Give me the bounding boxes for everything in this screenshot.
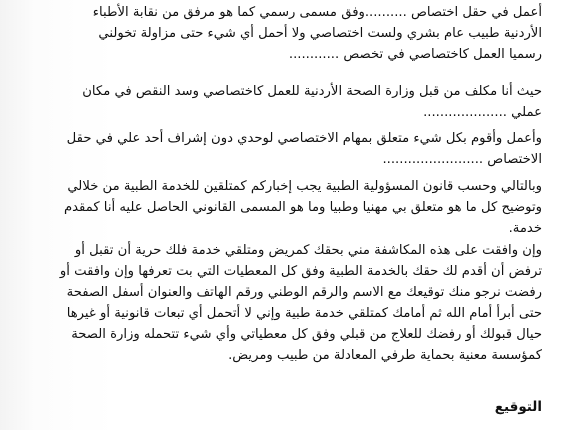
text-line: وتوضيح كل ما هو متعلق بي مهنيا وطبيا وما هو المسمى القانوني الحاصل عليه أنا كمقدم (63, 200, 542, 215)
text-line: حيث أنا مكلف من قبل وزارة الصحة الأردنية للعمل كاختصاصي وسد النقص في مكان (82, 84, 542, 99)
text-line: حيال قبولك أو رفضك للعلاج من قبلي وفق كل معطياتي وأي شيء تتحمله وزارة الصحة (71, 327, 542, 342)
text-line: رفضت نرجو منك توقيعك مع الاسم والرقم الوطني ورقم الهاتف والعنوان أسفل الصفحة (66, 285, 542, 300)
text-line: خدمة. (508, 221, 542, 236)
text-line: كمؤسسة معنية بحماية طرفي المعادلة من طبيب ومريض. (228, 348, 542, 363)
text-line: حتى أبرأ أمام الله ثم أمامك كمتلقي خدمة طبية وإني لا أتحمل أي تبعات قانونية أو غيرها (66, 306, 542, 321)
text-line: رسميا العمل كاختصاصي في تخصص ............ (288, 47, 542, 62)
text-line: وبالتالي وحسب قانون المسؤولية الطبية يجب إخباركم كمتلقين للخدمة الطبية من خلالي (67, 179, 542, 194)
text-line: عملي .................... (423, 105, 542, 120)
text-line: الأردنية طبيب عام بشري ولست اختصاصي ولا أحمل أي شيء حتى مزاولة تخولني (98, 26, 542, 41)
text-line: وأعمل وأقوم بكل شيء متعلق بمهام الاختصاصي لوحدي دون إشراف أحد علي في حقل (66, 131, 542, 146)
paragraph-medical-liability (14, 176, 542, 239)
paragraph-ministry-assignment (14, 81, 542, 123)
text-line: أعمل في حقل اختصاص ..........وفق مسمى رسمي كما هو مرفق من نقابة الأطباء (92, 5, 542, 20)
paragraph-specialty-scope (14, 2, 542, 65)
text-line: وإن وافقت على هذه المكاشفة مني بحقك كمريض ومتلقي خدمة فلك حرية أن تقبل أو (74, 243, 542, 258)
signature-label: التوقيع (494, 399, 542, 415)
paragraph-specialist-duties (14, 128, 542, 170)
text-line: ترفض أن أقدم لك حقك بالخدمة الطبية وفق كل المعطيات التي بت تعرفها وإن وافقت أو (59, 264, 542, 279)
paragraph-consent-disclosure (14, 240, 542, 366)
text-line: الاختصاص ........................ (382, 152, 542, 167)
